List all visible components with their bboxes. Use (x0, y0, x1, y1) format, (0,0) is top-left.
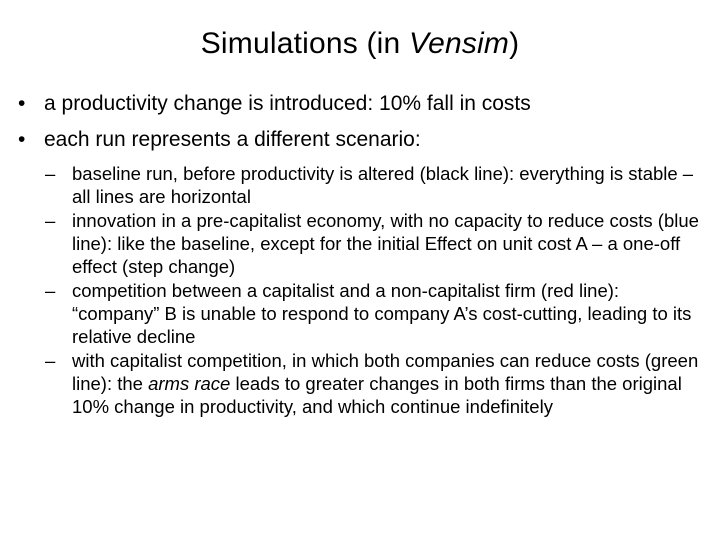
bullet-list (18, 90, 708, 162)
bullet-text: each run represents a different scenario: (44, 128, 421, 151)
bullet-text: a productivity change is introduced: 10% fall in costs (44, 92, 531, 115)
dash-marker: – (45, 163, 56, 184)
sub-item-capitalist-competition (45, 349, 705, 418)
arms-race-emphasis: arms race (148, 373, 231, 394)
slide-title (0, 26, 720, 62)
dash-marker: – (45, 280, 56, 301)
sub-item-text-after: leads to greater changes in both firms than the original 10% change in productivity, and which continue indefinitely (72, 373, 682, 417)
bullet-marker: • (18, 92, 26, 115)
title-prefix: Simulations (in (200, 27, 409, 60)
sub-item-text: baseline run, before productivity is altered (black line): everything is stable – all lines are horizontal (72, 163, 694, 207)
bullet-item (18, 90, 708, 118)
sub-item-baseline (45, 162, 705, 208)
sub-item-pre-capitalist (45, 209, 705, 278)
sub-item-text: innovation in a pre-capitalist economy, with no capacity to reduce costs (blue line): like the baseline, except for the initial Effect on unit cost A – a one-off effect (step change) (72, 210, 699, 277)
bullet-item (18, 126, 708, 154)
sub-item-text-before: with capitalist competition, in which both companies can reduce costs (green line): the (72, 350, 699, 394)
sub-item-text (72, 350, 698, 417)
sub-item-text: competition between a capitalist and a non-capitalist firm (red line): “company” B is unable to respond to company A’s cost-cutting, leading to its relative decline (72, 280, 692, 347)
bullet-marker: • (18, 128, 26, 151)
sub-item-competition (45, 279, 705, 348)
title-suffix: ) (509, 27, 520, 60)
title-italic: Vensim (408, 27, 510, 60)
dash-marker: – (45, 350, 56, 371)
dash-marker: – (45, 210, 56, 231)
sub-bullet-list (45, 162, 705, 419)
